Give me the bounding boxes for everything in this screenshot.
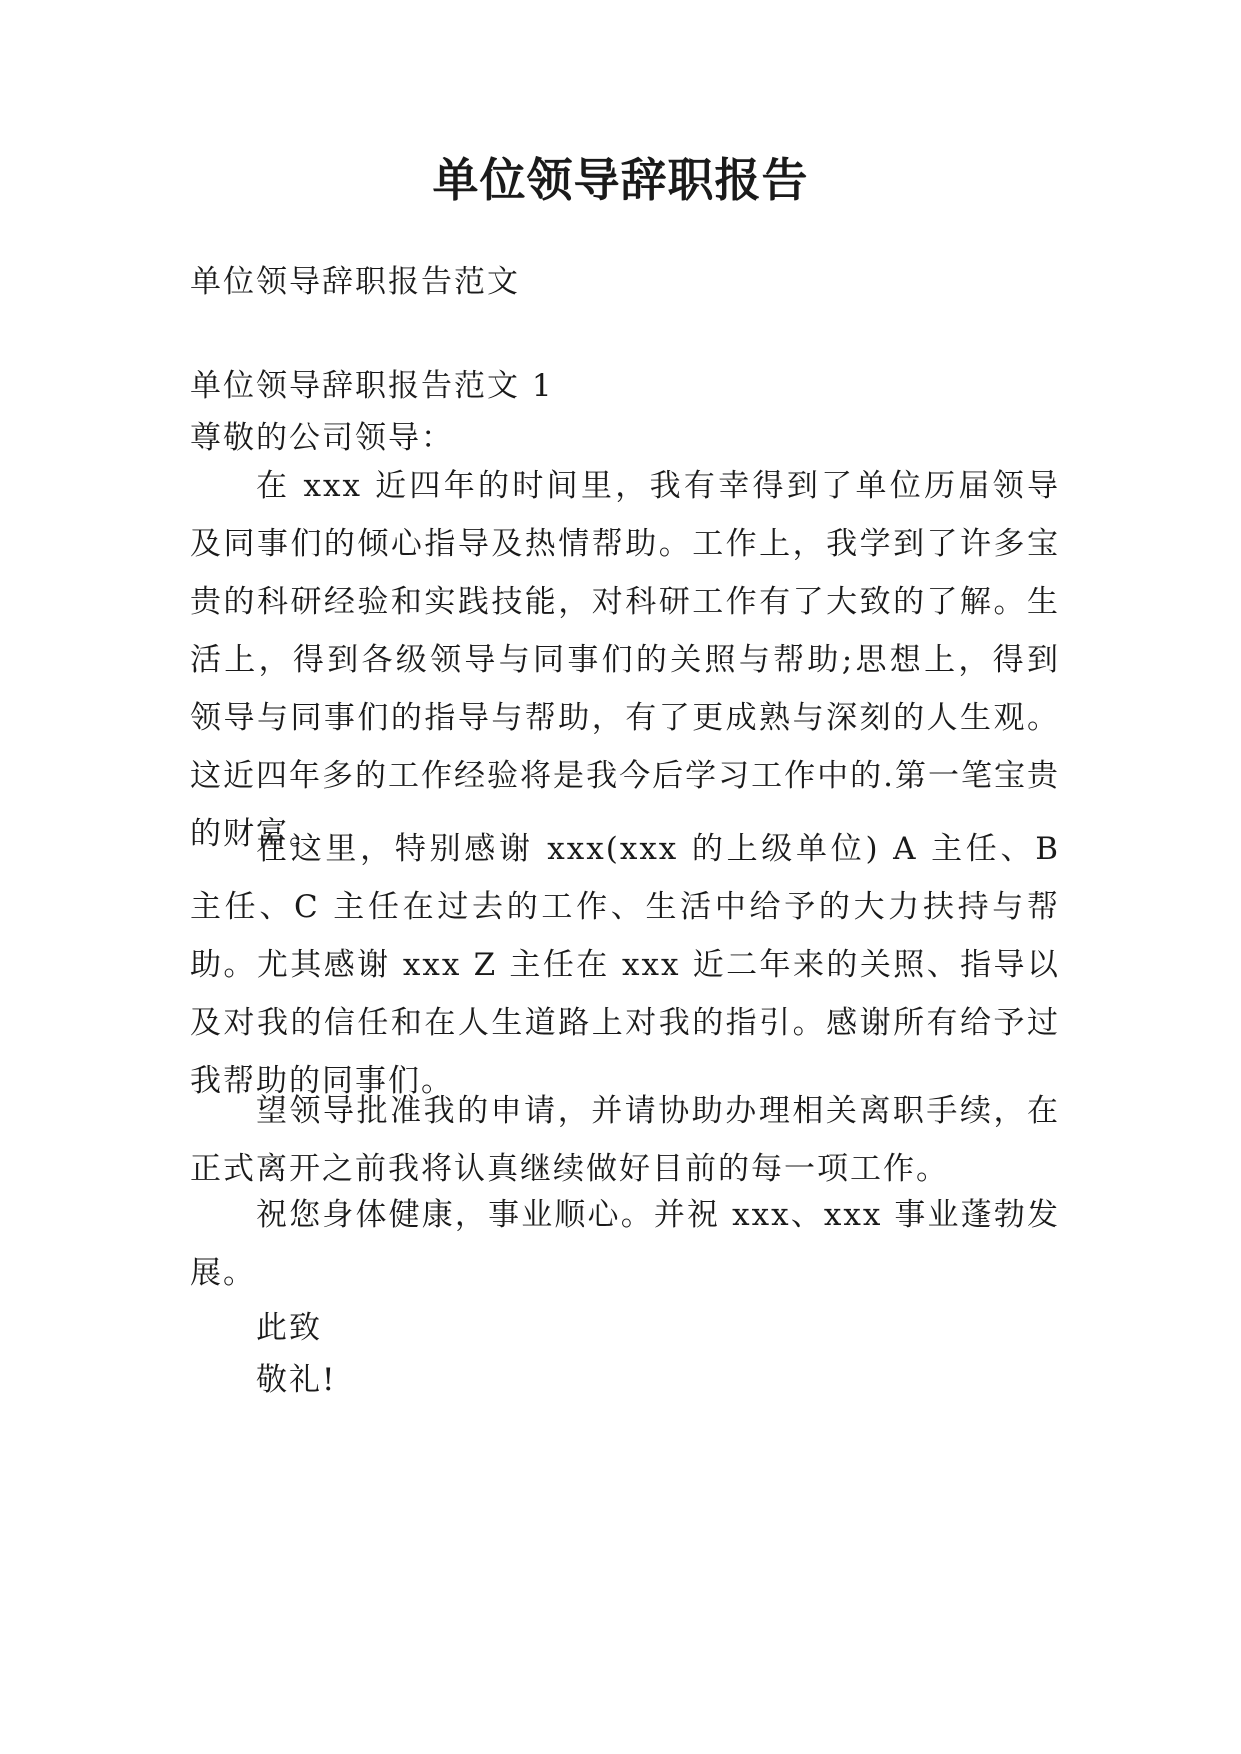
document-title: 单位领导辞职报告 — [432, 153, 809, 207]
paragraph-request: 望领导批准我的申请，并请协助办理相关离职手续，在正式离开之前我将认真继续做好目前的每一项工作。 — [190, 1093, 1060, 1187]
paragraph-gratitude: 在 xxx 近四年的时间里，我有幸得到了单位历届领导及同事们的倾心指导及热情帮助。工作上，我学到了许多宝贵的科研经验和实践技能，对科研工作有了大致的了解。生活上，得到各级领导与同事们的关照与帮助;思想上，得到领导与同事们的指导与帮助，有了更成熟与深刻的人生观。这近四年多的工作经验将是我今后学习工作中的.第一笔宝贵的财富。 — [190, 468, 1060, 852]
section-heading: 单位领导辞职报告范文 1 — [190, 368, 554, 404]
document-subtitle: 单位领导辞职报告范文 — [190, 264, 520, 300]
closing-salute: 敬礼! — [256, 1362, 337, 1398]
paragraph-thanks: 在这里，特别感谢 xxx(xxx 的上级单位) A 主任、B 主任、C 主任在过去的工作、生活中给予的大力扶持与帮助。尤其感谢 xxx Z 主任在 xxx 近二年来的关照、指导以及对我的信任和在人生道路上对我的指引。感谢所有给予过我帮助的同事们。 — [190, 831, 1060, 1099]
salutation: 尊敬的公司领导： — [190, 420, 454, 456]
paragraph-wishes: 祝您身体健康，事业顺心。并祝 xxx、xxx 事业蓬勃发展。 — [190, 1197, 1060, 1291]
closing-respect: 此致 — [256, 1310, 322, 1346]
